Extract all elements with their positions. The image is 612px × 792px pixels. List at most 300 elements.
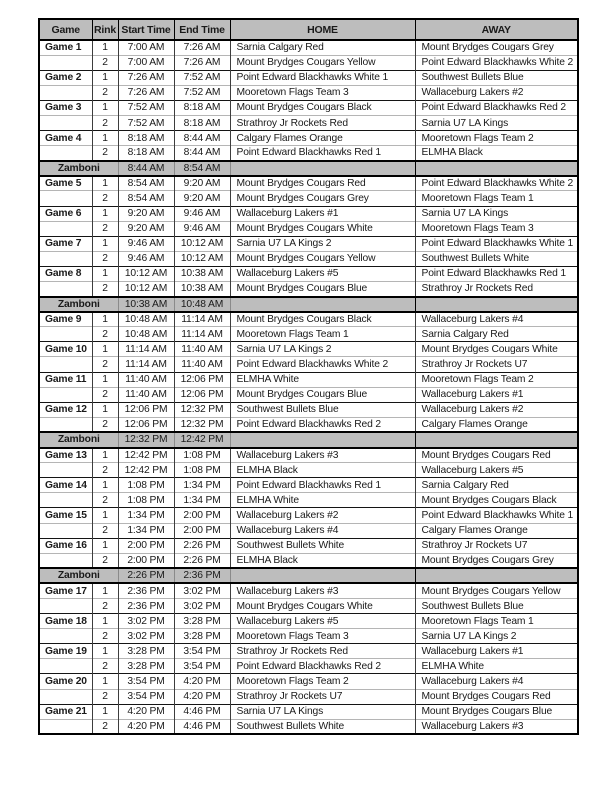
start-time-cell: 10:12 AM [118,266,174,281]
rink-cell: 2 [92,387,118,402]
game-row [39,448,578,463]
game-label-cell [39,146,92,161]
game-label-cell: Game 3 [39,100,92,115]
rink-cell: 1 [92,674,118,689]
away-team-cell: Southwest Bullets Blue [415,70,578,85]
away-team-cell: Point Edward Blackhawks White 1 [415,508,578,523]
zamboni-home-cell [230,161,415,176]
home-team-cell: Mount Brydges Cougars Black [230,312,415,327]
home-team-cell: Mooretown Flags Team 3 [230,629,415,644]
game-label-cell: Game 20 [39,674,92,689]
zamboni-start-time: 8:44 AM [118,161,174,176]
end-time-cell: 12:32 PM [174,417,230,432]
start-time-cell: 4:20 PM [118,704,174,719]
end-time-cell: 10:38 AM [174,282,230,297]
zamboni-home-cell [230,568,415,583]
home-team-cell: Sarnia U7 LA Kings 2 [230,236,415,251]
game-row [39,704,578,719]
game-row [39,85,578,100]
game-row [39,659,578,674]
game-label-cell [39,719,92,734]
zamboni-row [39,568,578,583]
start-time-cell: 1:08 PM [118,493,174,508]
game-label-cell: Game 5 [39,176,92,191]
end-time-cell: 11:40 AM [174,357,230,372]
game-label-cell: Game 21 [39,704,92,719]
zamboni-end-time: 2:36 PM [174,568,230,583]
away-team-cell: Mooretown Flags Team 2 [415,372,578,387]
away-team-cell: Southwest Bullets White [415,251,578,266]
zamboni-label: Zamboni [39,432,118,447]
zamboni-label: Zamboni [39,297,118,312]
game-row [39,342,578,357]
game-row [39,463,578,478]
rink-cell: 1 [92,704,118,719]
game-label-cell [39,629,92,644]
game-label-cell: Game 16 [39,538,92,553]
start-time-cell: 12:06 PM [118,417,174,432]
rink-cell: 1 [92,206,118,221]
rink-cell: 1 [92,40,118,55]
game-label-cell: Game 17 [39,583,92,598]
start-time-cell: 9:20 AM [118,206,174,221]
game-label-cell: Game 14 [39,478,92,493]
away-team-cell: Mooretown Flags Team 2 [415,131,578,146]
home-team-cell: Mount Brydges Cougars Yellow [230,55,415,70]
away-team-cell: Point Edward Blackhawks White 2 [415,55,578,70]
end-time-cell: 7:52 AM [174,70,230,85]
end-time-cell: 12:06 PM [174,387,230,402]
end-time-cell: 2:26 PM [174,538,230,553]
away-team-cell: Sarnia Calgary Red [415,327,578,342]
start-time-cell: 1:08 PM [118,478,174,493]
home-team-cell: Point Edward Blackhawks Red 2 [230,417,415,432]
home-team-cell: Mount Brydges Cougars Yellow [230,251,415,266]
home-team-cell: Wallaceburg Lakers #4 [230,523,415,538]
rink-cell: 2 [92,115,118,130]
col-header-home: HOME [230,19,415,40]
game-label-cell [39,493,92,508]
end-time-cell: 4:20 PM [174,674,230,689]
start-time-cell: 12:42 PM [118,448,174,463]
end-time-cell: 12:32 PM [174,402,230,417]
start-time-cell: 12:42 PM [118,463,174,478]
start-time-cell: 8:18 AM [118,146,174,161]
end-time-cell: 7:26 AM [174,55,230,70]
rink-cell: 2 [92,659,118,674]
zamboni-away-cell [415,432,578,447]
away-team-cell: Mount Brydges Cougars Red [415,448,578,463]
start-time-cell: 9:46 AM [118,236,174,251]
end-time-cell: 10:12 AM [174,251,230,266]
end-time-cell: 11:40 AM [174,342,230,357]
rink-cell: 1 [92,644,118,659]
home-team-cell: Mooretown Flags Team 3 [230,85,415,100]
zamboni-row [39,161,578,176]
rink-cell: 2 [92,221,118,236]
home-team-cell: Southwest Bullets Blue [230,402,415,417]
game-label-cell [39,282,92,297]
away-team-cell: Wallaceburg Lakers #4 [415,674,578,689]
rink-cell: 2 [92,629,118,644]
game-row [39,357,578,372]
end-time-cell: 4:46 PM [174,719,230,734]
end-time-cell: 10:12 AM [174,236,230,251]
away-team-cell: Point Edward Blackhawks Red 2 [415,100,578,115]
rink-cell: 1 [92,402,118,417]
away-team-cell: Calgary Flames Orange [415,417,578,432]
start-time-cell: 7:52 AM [118,100,174,115]
rink-cell: 2 [92,85,118,100]
zamboni-start-time: 10:38 AM [118,297,174,312]
rink-cell: 1 [92,614,118,629]
game-label-cell: Game 10 [39,342,92,357]
home-team-cell: Mooretown Flags Team 2 [230,674,415,689]
game-row [39,478,578,493]
schedule-table [38,18,579,735]
end-time-cell: 10:38 AM [174,266,230,281]
home-team-cell: Southwest Bullets White [230,719,415,734]
zamboni-row [39,432,578,447]
game-label-cell: Game 8 [39,266,92,281]
away-team-cell: Point Edward Blackhawks Red 1 [415,266,578,281]
header-row [39,19,578,40]
zamboni-end-time: 12:42 PM [174,432,230,447]
start-time-cell: 4:20 PM [118,719,174,734]
home-team-cell: ELMHA White [230,372,415,387]
away-team-cell: Mount Brydges Cougars Grey [415,40,578,55]
home-team-cell: Point Edward Blackhawks White 1 [230,70,415,85]
game-row [39,372,578,387]
home-team-cell: Wallaceburg Lakers #1 [230,206,415,221]
game-label-cell: Game 4 [39,131,92,146]
start-time-cell: 8:54 AM [118,176,174,191]
game-row [39,629,578,644]
game-row [39,251,578,266]
away-team-cell: ELMHA White [415,659,578,674]
game-label-cell [39,659,92,674]
game-row [39,402,578,417]
game-label-cell [39,115,92,130]
away-team-cell: Sarnia U7 LA Kings [415,206,578,221]
home-team-cell: Point Edward Blackhawks White 2 [230,357,415,372]
end-time-cell: 3:28 PM [174,614,230,629]
game-row [39,493,578,508]
rink-cell: 1 [92,508,118,523]
rink-cell: 1 [92,70,118,85]
home-team-cell: Sarnia U7 LA Kings [230,704,415,719]
game-row [39,508,578,523]
col-header-start-time: Start Time [118,19,174,40]
start-time-cell: 12:06 PM [118,402,174,417]
end-time-cell: 3:02 PM [174,583,230,598]
game-row [39,176,578,191]
col-header-game: Game [39,19,92,40]
game-label-cell: Game 12 [39,402,92,417]
game-label-cell [39,327,92,342]
start-time-cell: 3:28 PM [118,644,174,659]
col-header-away: AWAY [415,19,578,40]
rink-cell: 1 [92,538,118,553]
zamboni-end-time: 10:48 AM [174,297,230,312]
home-team-cell: Point Edward Blackhawks Red 1 [230,478,415,493]
game-label-cell [39,463,92,478]
start-time-cell: 1:34 PM [118,508,174,523]
end-time-cell: 2:00 PM [174,508,230,523]
end-time-cell: 9:20 AM [174,191,230,206]
start-time-cell: 7:26 AM [118,85,174,100]
game-label-cell [39,553,92,568]
away-team-cell: Sarnia Calgary Red [415,478,578,493]
home-team-cell: Sarnia U7 LA Kings 2 [230,342,415,357]
game-row [39,146,578,161]
home-team-cell: Mount Brydges Cougars White [230,221,415,236]
away-team-cell: Mount Brydges Cougars Yellow [415,583,578,598]
col-header-rink: Rink [92,19,118,40]
end-time-cell: 9:46 AM [174,206,230,221]
end-time-cell: 2:26 PM [174,553,230,568]
home-team-cell: Southwest Bullets White [230,538,415,553]
away-team-cell: Wallaceburg Lakers #1 [415,387,578,402]
start-time-cell: 8:18 AM [118,131,174,146]
away-team-cell: Mooretown Flags Team 3 [415,221,578,236]
game-row [39,115,578,130]
home-team-cell: ELMHA Black [230,463,415,478]
zamboni-away-cell [415,161,578,176]
game-label-cell: Game 18 [39,614,92,629]
home-team-cell: Strathroy Jr Rockets Red [230,644,415,659]
end-time-cell: 3:28 PM [174,629,230,644]
game-row [39,417,578,432]
start-time-cell: 3:02 PM [118,614,174,629]
rink-cell: 1 [92,131,118,146]
game-row [39,70,578,85]
rink-cell: 1 [92,312,118,327]
rink-cell: 1 [92,176,118,191]
start-time-cell: 7:00 AM [118,40,174,55]
game-label-cell [39,191,92,206]
away-team-cell: Wallaceburg Lakers #5 [415,463,578,478]
end-time-cell: 9:20 AM [174,176,230,191]
rink-cell: 2 [92,719,118,734]
end-time-cell: 4:46 PM [174,704,230,719]
game-label-cell: Game 19 [39,644,92,659]
game-row [39,719,578,734]
rink-cell: 2 [92,357,118,372]
away-team-cell: Sarnia U7 LA Kings [415,115,578,130]
rink-cell: 2 [92,146,118,161]
home-team-cell: Point Edward Blackhawks Red 2 [230,659,415,674]
game-row [39,689,578,704]
zamboni-home-cell [230,297,415,312]
away-team-cell: Wallaceburg Lakers #2 [415,402,578,417]
start-time-cell: 3:02 PM [118,629,174,644]
home-team-cell: Mount Brydges Cougars Red [230,176,415,191]
game-row [39,206,578,221]
start-time-cell: 10:12 AM [118,282,174,297]
home-team-cell: Calgary Flames Orange [230,131,415,146]
start-time-cell: 7:52 AM [118,115,174,130]
rink-cell: 1 [92,266,118,281]
game-row [39,614,578,629]
away-team-cell: Southwest Bullets Blue [415,598,578,613]
home-team-cell: ELMHA Black [230,553,415,568]
game-label-cell [39,387,92,402]
game-row [39,538,578,553]
home-team-cell: Mount Brydges Cougars White [230,598,415,613]
away-team-cell: Point Edward Blackhawks White 1 [415,236,578,251]
zamboni-end-time: 8:54 AM [174,161,230,176]
game-row [39,312,578,327]
schedule-body [39,40,578,734]
rink-cell: 1 [92,236,118,251]
rink-cell: 2 [92,417,118,432]
home-team-cell: Strathroy Jr Rockets U7 [230,689,415,704]
game-row [39,327,578,342]
schedule-header [39,19,578,40]
home-team-cell: Point Edward Blackhawks Red 1 [230,146,415,161]
home-team-cell: ELMHA White [230,493,415,508]
game-row [39,221,578,236]
start-time-cell: 2:36 PM [118,598,174,613]
away-team-cell: Mooretown Flags Team 1 [415,191,578,206]
game-label-cell [39,221,92,236]
game-row [39,131,578,146]
away-team-cell: Wallaceburg Lakers #1 [415,644,578,659]
rink-cell: 2 [92,598,118,613]
zamboni-start-time: 2:26 PM [118,568,174,583]
game-row [39,40,578,55]
end-time-cell: 1:08 PM [174,463,230,478]
home-team-cell: Strathroy Jr Rockets Red [230,115,415,130]
away-team-cell: ELMHA Black [415,146,578,161]
home-team-cell: Mount Brydges Cougars Grey [230,191,415,206]
home-team-cell: Mount Brydges Cougars Black [230,100,415,115]
end-time-cell: 8:18 AM [174,115,230,130]
end-time-cell: 8:18 AM [174,100,230,115]
game-label-cell: Game 9 [39,312,92,327]
start-time-cell: 11:14 AM [118,342,174,357]
rink-cell: 2 [92,282,118,297]
rink-cell: 2 [92,553,118,568]
end-time-cell: 1:34 PM [174,493,230,508]
rink-cell: 1 [92,583,118,598]
game-row [39,266,578,281]
game-row [39,674,578,689]
game-row [39,598,578,613]
rink-cell: 1 [92,100,118,115]
start-time-cell: 11:40 AM [118,372,174,387]
end-time-cell: 11:14 AM [174,312,230,327]
away-team-cell: Strathroy Jr Rockets Red [415,282,578,297]
end-time-cell: 3:54 PM [174,644,230,659]
start-time-cell: 9:20 AM [118,221,174,236]
start-time-cell: 10:48 AM [118,327,174,342]
game-label-cell [39,85,92,100]
game-label-cell: Game 2 [39,70,92,85]
game-row [39,191,578,206]
rink-cell: 1 [92,372,118,387]
end-time-cell: 8:44 AM [174,146,230,161]
rink-cell: 2 [92,689,118,704]
game-row [39,523,578,538]
game-label-cell [39,55,92,70]
away-team-cell: Mooretown Flags Team 1 [415,614,578,629]
zamboni-label: Zamboni [39,568,118,583]
game-row [39,100,578,115]
game-label-cell: Game 1 [39,40,92,55]
rink-cell: 2 [92,327,118,342]
game-row [39,553,578,568]
start-time-cell: 11:40 AM [118,387,174,402]
away-team-cell: Wallaceburg Lakers #2 [415,85,578,100]
start-time-cell: 10:48 AM [118,312,174,327]
game-row [39,583,578,598]
end-time-cell: 8:44 AM [174,131,230,146]
start-time-cell: 2:36 PM [118,583,174,598]
game-row [39,55,578,70]
col-header-end-time: End Time [174,19,230,40]
away-team-cell: Mount Brydges Cougars Black [415,493,578,508]
game-label-cell: Game 7 [39,236,92,251]
game-row [39,282,578,297]
game-label-cell [39,598,92,613]
start-time-cell: 9:46 AM [118,251,174,266]
start-time-cell: 2:00 PM [118,553,174,568]
start-time-cell: 7:26 AM [118,70,174,85]
away-team-cell: Sarnia U7 LA Kings 2 [415,629,578,644]
game-label-cell: Game 13 [39,448,92,463]
start-time-cell: 3:54 PM [118,674,174,689]
game-label-cell: Game 11 [39,372,92,387]
end-time-cell: 4:20 PM [174,689,230,704]
zamboni-start-time: 12:32 PM [118,432,174,447]
start-time-cell: 3:54 PM [118,689,174,704]
zamboni-row [39,297,578,312]
game-row [39,387,578,402]
end-time-cell: 2:00 PM [174,523,230,538]
home-team-cell: Wallaceburg Lakers #3 [230,583,415,598]
end-time-cell: 9:46 AM [174,221,230,236]
rink-cell: 1 [92,448,118,463]
start-time-cell: 2:00 PM [118,538,174,553]
away-team-cell: Wallaceburg Lakers #4 [415,312,578,327]
rink-cell: 2 [92,191,118,206]
game-label-cell: Game 15 [39,508,92,523]
home-team-cell: Wallaceburg Lakers #3 [230,448,415,463]
game-label-cell [39,417,92,432]
start-time-cell: 8:54 AM [118,191,174,206]
home-team-cell: Wallaceburg Lakers #2 [230,508,415,523]
home-team-cell: Sarnia Calgary Red [230,40,415,55]
away-team-cell: Wallaceburg Lakers #3 [415,719,578,734]
zamboni-away-cell [415,568,578,583]
home-team-cell: Wallaceburg Lakers #5 [230,614,415,629]
home-team-cell: Mount Brydges Cougars Blue [230,282,415,297]
rink-cell: 2 [92,463,118,478]
zamboni-label: Zamboni [39,161,118,176]
home-team-cell: Wallaceburg Lakers #5 [230,266,415,281]
away-team-cell: Calgary Flames Orange [415,523,578,538]
rink-cell: 2 [92,251,118,266]
end-time-cell: 3:54 PM [174,659,230,674]
end-time-cell: 1:08 PM [174,448,230,463]
start-time-cell: 1:34 PM [118,523,174,538]
end-time-cell: 1:34 PM [174,478,230,493]
end-time-cell: 12:06 PM [174,372,230,387]
start-time-cell: 11:14 AM [118,357,174,372]
rink-cell: 2 [92,493,118,508]
